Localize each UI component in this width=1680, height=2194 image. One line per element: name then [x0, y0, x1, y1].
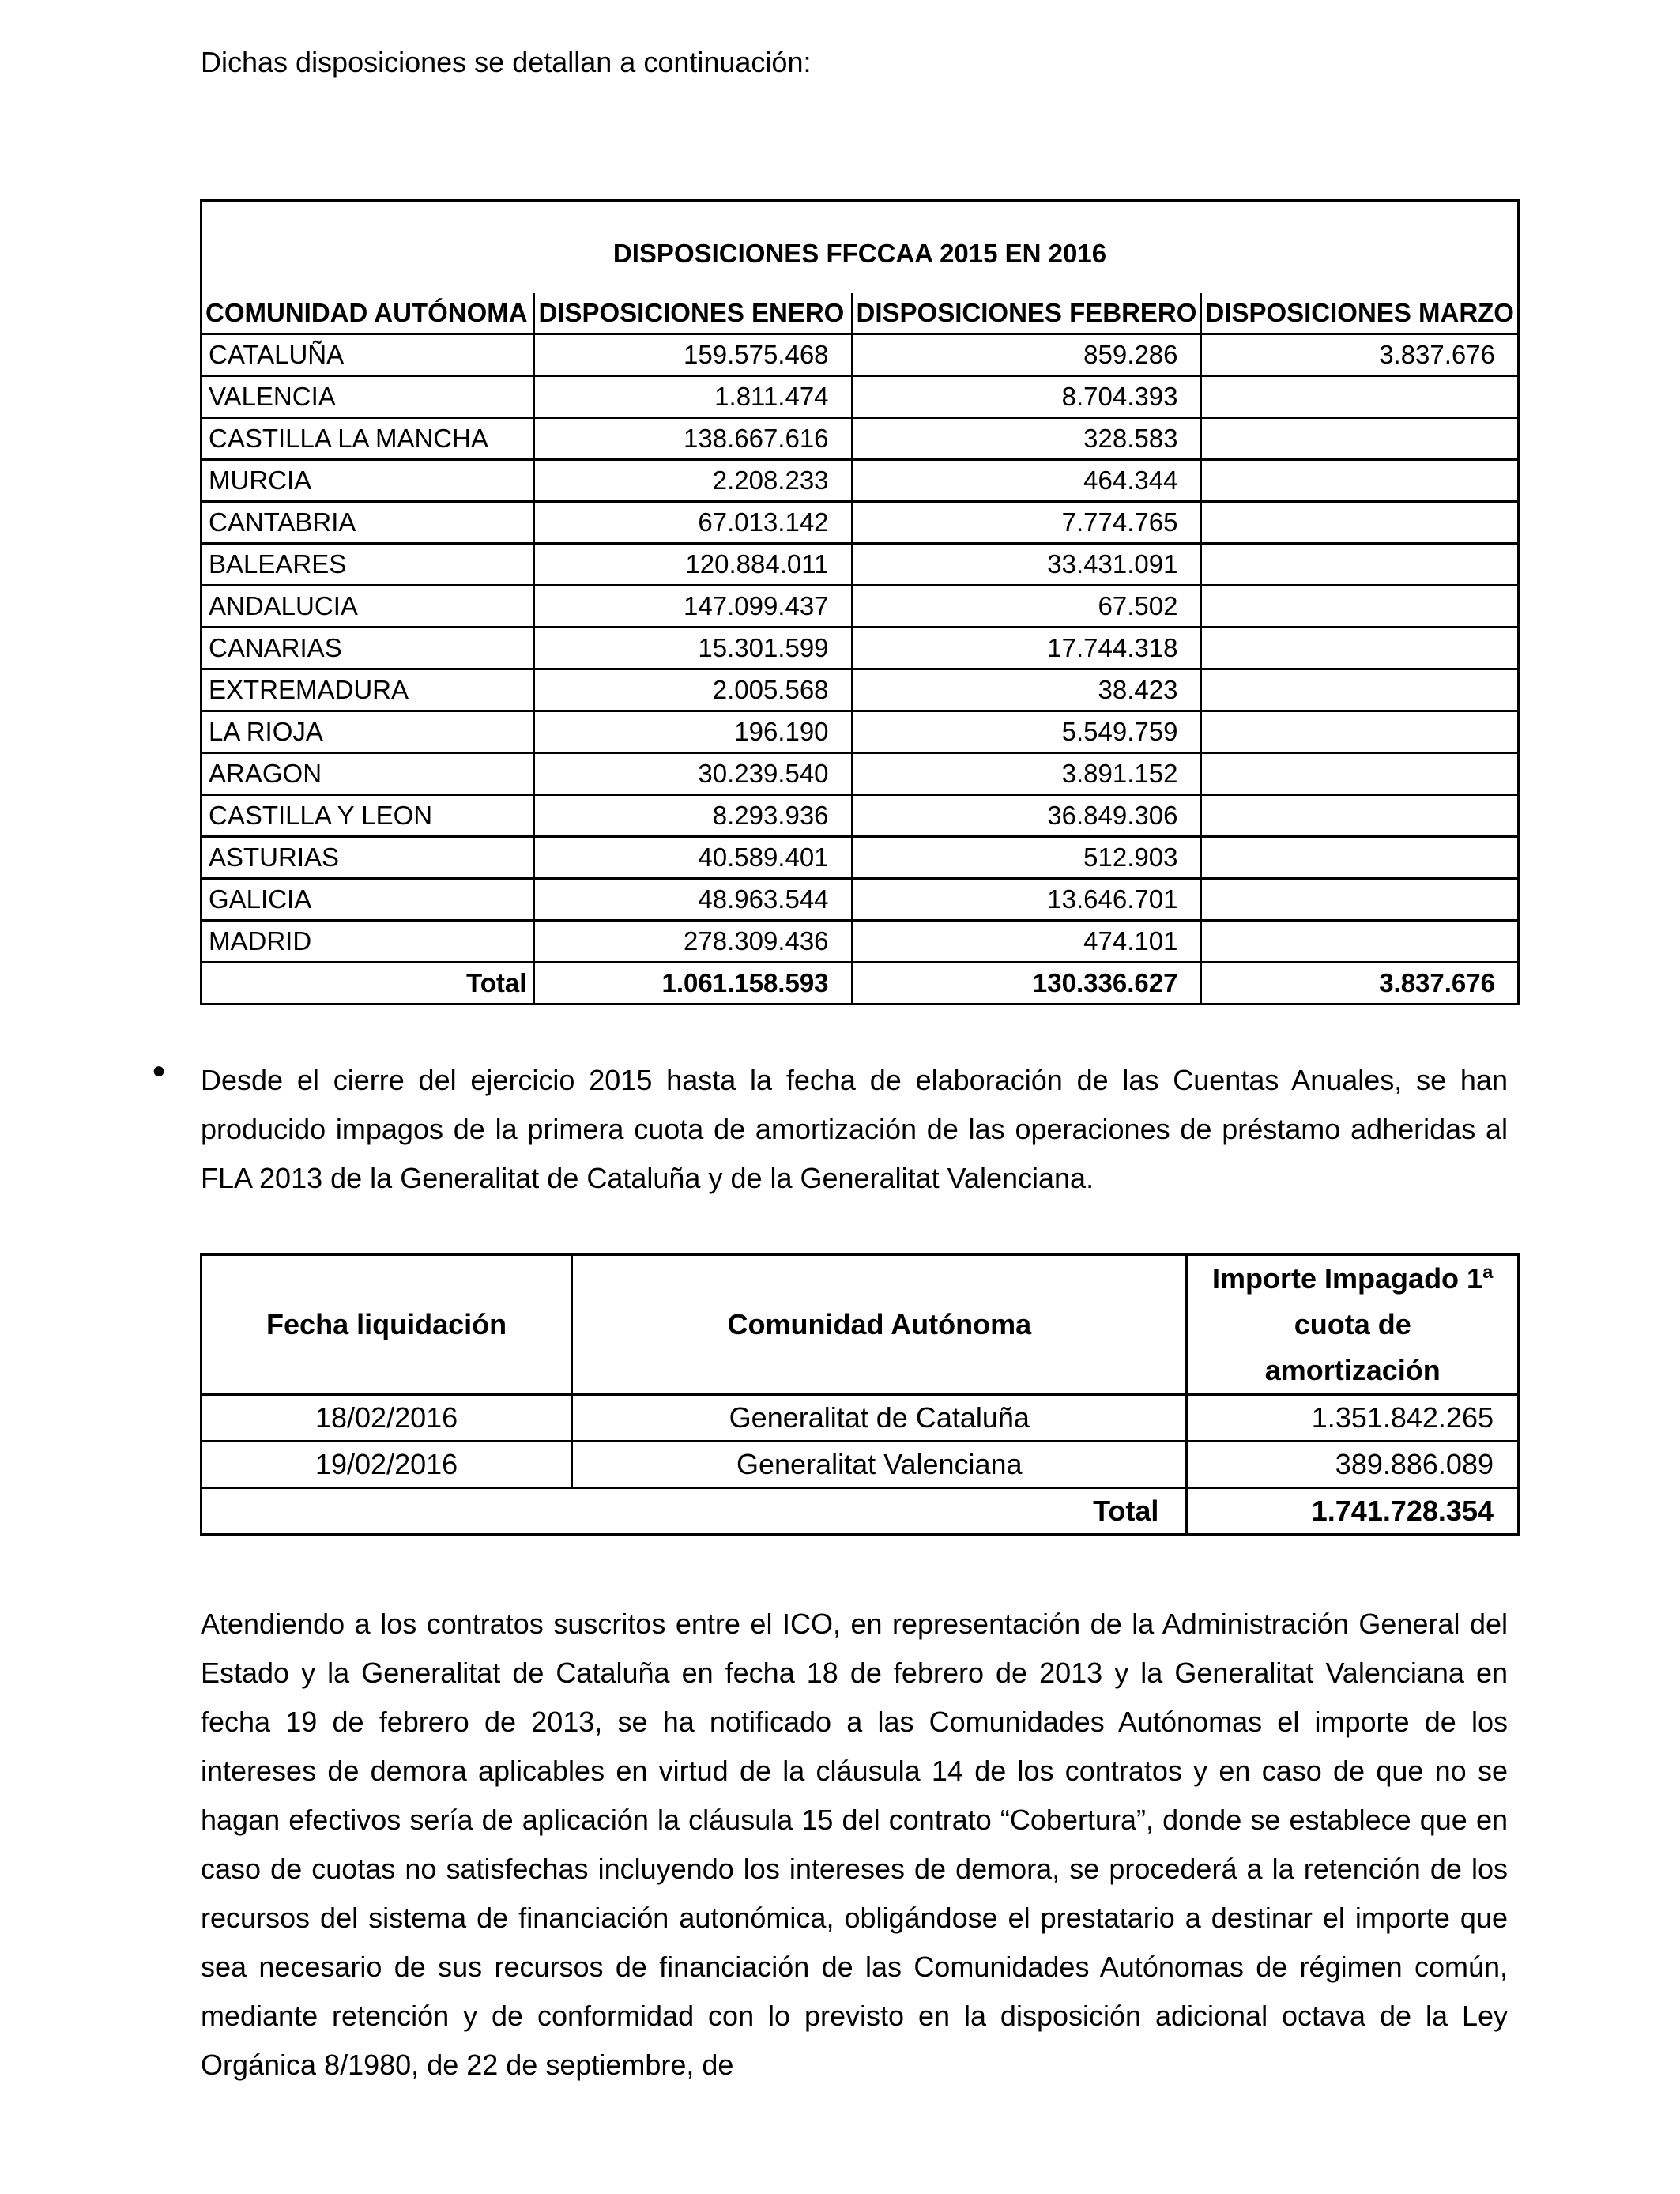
table-row	[202, 544, 1519, 586]
table-row	[202, 753, 1519, 795]
value-cell: 120.884.011	[534, 544, 852, 586]
region-cell: VALENCIA	[202, 376, 534, 418]
intro-text: Dichas disposiciones se detallan a continuación:	[201, 46, 812, 78]
value-cell	[1201, 711, 1519, 753]
bullet-paragraph: Desde el cierre del ejercicio 2015 hasta la fecha de elaboración de las Cuentas Anuales, se han producido impagos de la primera cuota de amortización de las operaciones de préstamo adheridas al FLA 2013 de la Generalitat de Cataluña y de la Generalitat Valenciana.	[201, 1064, 1508, 1194]
region-cell: ARAGON	[202, 753, 534, 795]
value-cell	[1201, 795, 1519, 837]
community-cell: Generalitat de Cataluña	[572, 1395, 1187, 1442]
column-header: DISPOSICIONES ENERO	[534, 293, 852, 334]
table-row	[202, 376, 1519, 418]
value-cell	[1201, 669, 1519, 711]
value-cell	[1201, 376, 1519, 418]
value-cell: 48.963.544	[534, 879, 852, 921]
value-cell: 2.005.568	[534, 669, 852, 711]
value-cell: 2.208.233	[534, 460, 852, 502]
bullet-icon: ●	[152, 1057, 167, 1084]
value-cell: 36.849.306	[852, 795, 1201, 837]
value-cell: 278.309.436	[534, 921, 852, 963]
body-paragraph: Atendiendo a los contratos suscritos entre el ICO, en representación de la Administración General del Estado y la Generalitat de Cataluña en fecha 18 de febrero de 2013 y la Generalitat Valenciana en fecha 19 de febrero de 2013, se ha notificado a las Comunidades Autónomas el importe de los intereses de demora aplicables en virtud de la cláusula 14 de los contratos y en caso de que no se hagan efectivos sería de aplicación la cláusula 15 del contrato “Cobertura”, donde se establece que en caso de cuotas no satisfechas incluyendo los intereses de demora, se procederá a la retención de los recursos del sistema de financiación autonómica, obligándose el prestatario a destinar el importe que sea necesario de sus recursos de financiación de las Comunidades Autónomas de régimen común, mediante retención y de conformidad con lo previsto en la disposición adicional octava de la Ley Orgánica 8/1980, de 22 de septiembre, de	[201, 1608, 1508, 2081]
table-row	[202, 502, 1519, 544]
value-cell	[1201, 418, 1519, 460]
total-row	[202, 963, 1519, 1005]
value-cell	[1201, 544, 1519, 586]
column-header: Comunidad Autónoma	[572, 1255, 1187, 1395]
value-cell: 512.903	[852, 837, 1201, 879]
region-cell: GALICIA	[202, 879, 534, 921]
date-cell: 19/02/2016	[202, 1442, 572, 1488]
region-cell: BALEARES	[202, 544, 534, 586]
value-cell: 67.502	[852, 586, 1201, 628]
table-row	[202, 418, 1519, 460]
table-row	[202, 921, 1519, 963]
region-cell: MURCIA	[202, 460, 534, 502]
table-row	[202, 795, 1519, 837]
value-cell: 13.646.701	[852, 879, 1201, 921]
region-cell: MADRID	[202, 921, 534, 963]
table-row	[202, 586, 1519, 628]
value-cell	[1201, 753, 1519, 795]
empty-cell	[202, 1488, 572, 1535]
value-cell: 5.549.759	[852, 711, 1201, 753]
impagos-table	[200, 1253, 1520, 1536]
value-cell: 15.301.599	[534, 628, 852, 669]
total-label: Total	[572, 1488, 1187, 1535]
value-cell: 474.101	[852, 921, 1201, 963]
total-row	[202, 1488, 1519, 1535]
value-cell	[1201, 879, 1519, 921]
value-cell	[1201, 921, 1519, 963]
value-cell: 147.099.437	[534, 586, 852, 628]
column-header: COMUNIDAD AUTÓNOMA	[202, 293, 534, 334]
value-cell: 38.423	[852, 669, 1201, 711]
table-row	[202, 669, 1519, 711]
column-header: DISPOSICIONES MARZO	[1201, 293, 1519, 334]
value-cell: 3.837.676	[1201, 334, 1519, 376]
region-cell: EXTREMADURA	[202, 669, 534, 711]
table-row	[202, 628, 1519, 669]
amount-cell: 389.886.089	[1187, 1442, 1519, 1488]
total-value: 1.741.728.354	[1187, 1488, 1519, 1535]
table-row	[202, 334, 1519, 376]
region-cell: CATALUÑA	[202, 334, 534, 376]
region-cell: CASTILLA Y LEON	[202, 795, 534, 837]
table-row	[202, 879, 1519, 921]
value-cell	[1201, 628, 1519, 669]
value-cell: 328.583	[852, 418, 1201, 460]
value-cell: 17.744.318	[852, 628, 1201, 669]
table-row	[202, 460, 1519, 502]
value-cell: 67.013.142	[534, 502, 852, 544]
value-cell: 159.575.468	[534, 334, 852, 376]
column-header: Fecha liquidación	[202, 1255, 572, 1395]
total-value: 130.336.627	[852, 963, 1201, 1005]
disposiciones-table	[200, 199, 1520, 1005]
community-cell: Generalitat Valenciana	[572, 1442, 1187, 1488]
table-row	[202, 837, 1519, 879]
value-cell	[1201, 460, 1519, 502]
value-cell	[1201, 837, 1519, 879]
table-row	[202, 1442, 1519, 1488]
value-cell: 8.293.936	[534, 795, 852, 837]
table-row	[202, 711, 1519, 753]
value-cell: 464.344	[852, 460, 1201, 502]
amount-cell: 1.351.842.265	[1187, 1395, 1519, 1442]
value-cell: 7.774.765	[852, 502, 1201, 544]
value-cell: 33.431.091	[852, 544, 1201, 586]
value-cell: 138.667.616	[534, 418, 852, 460]
value-cell: 8.704.393	[852, 376, 1201, 418]
date-cell: 18/02/2016	[202, 1395, 572, 1442]
region-cell: LA RIOJA	[202, 711, 534, 753]
column-header: Importe Impagado 1ª cuota de amortización	[1187, 1255, 1519, 1395]
region-cell: CANARIAS	[202, 628, 534, 669]
value-cell: 40.589.401	[534, 837, 852, 879]
region-cell: CANTABRIA	[202, 502, 534, 544]
region-cell: CASTILLA LA MANCHA	[202, 418, 534, 460]
total-label: Total	[202, 963, 534, 1005]
value-cell	[1201, 586, 1519, 628]
region-cell: ASTURIAS	[202, 837, 534, 879]
total-value: 3.837.676	[1201, 963, 1519, 1005]
value-cell: 1.811.474	[534, 376, 852, 418]
region-cell: ANDALUCIA	[202, 586, 534, 628]
total-value: 1.061.158.593	[534, 963, 852, 1005]
value-cell	[1201, 502, 1519, 544]
value-cell: 3.891.152	[852, 753, 1201, 795]
column-header: DISPOSICIONES FEBRERO	[852, 293, 1201, 334]
value-cell: 30.239.540	[534, 753, 852, 795]
value-cell: 859.286	[852, 334, 1201, 376]
table-title: DISPOSICIONES FFCCAA 2015 EN 2016	[202, 201, 1519, 294]
value-cell: 196.190	[534, 711, 852, 753]
table-row	[202, 1395, 1519, 1442]
